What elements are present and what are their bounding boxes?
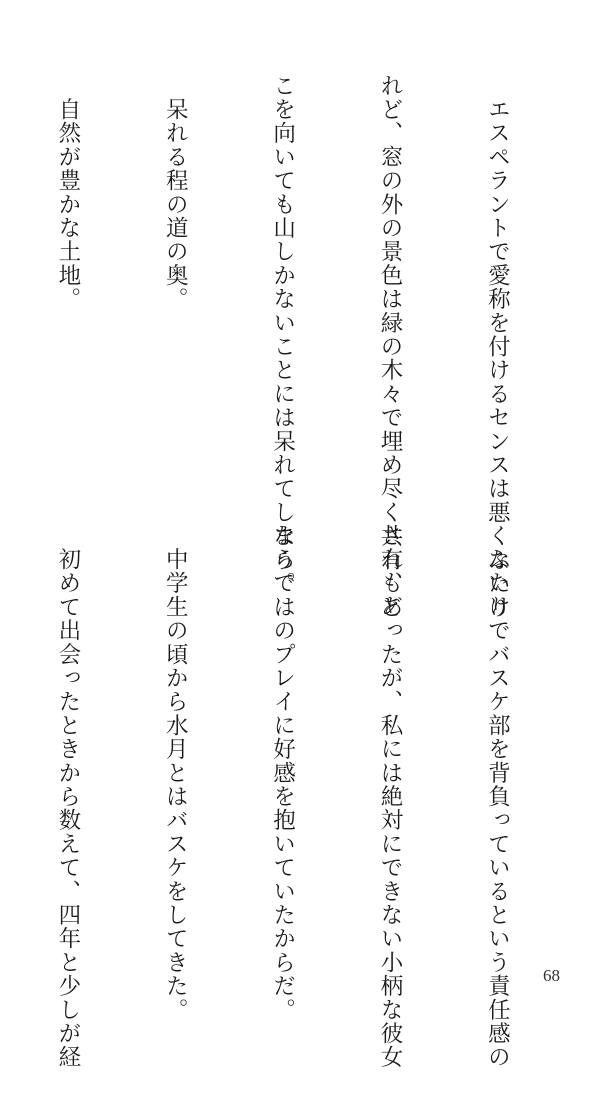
top-text-block bbox=[0, 74, 586, 620]
text-line: ならではのプレイに好感を抱いていたからだ。 bbox=[269, 524, 296, 1022]
text-line: エスペラントで愛称を付けるセンスは悪くないけ bbox=[484, 74, 511, 620]
text-line: 自然が豊かな土地。 bbox=[54, 74, 81, 311]
text-line: 初めて出会ったときから数えて、四年と少しが経 bbox=[54, 524, 81, 1070]
text-line: 呆れる程の道の奥。 bbox=[162, 74, 189, 311]
page-number: 68 bbox=[543, 966, 560, 985]
text-line: こを向いても山しかないことには呆れてしまう。 bbox=[269, 74, 296, 596]
text-line: れど、窓の外の景色は緑の木々で埋め尽くされ、ど bbox=[377, 74, 404, 620]
text-line: 中学生の頃から水月とはバスケをしてきた。 bbox=[162, 524, 189, 1022]
text-line: ふたりでバスケ部を背負っているという責任感の bbox=[484, 524, 511, 1070]
text-line: 共有もあったが、私には絶対にできない小柄な彼女 bbox=[377, 524, 404, 1070]
